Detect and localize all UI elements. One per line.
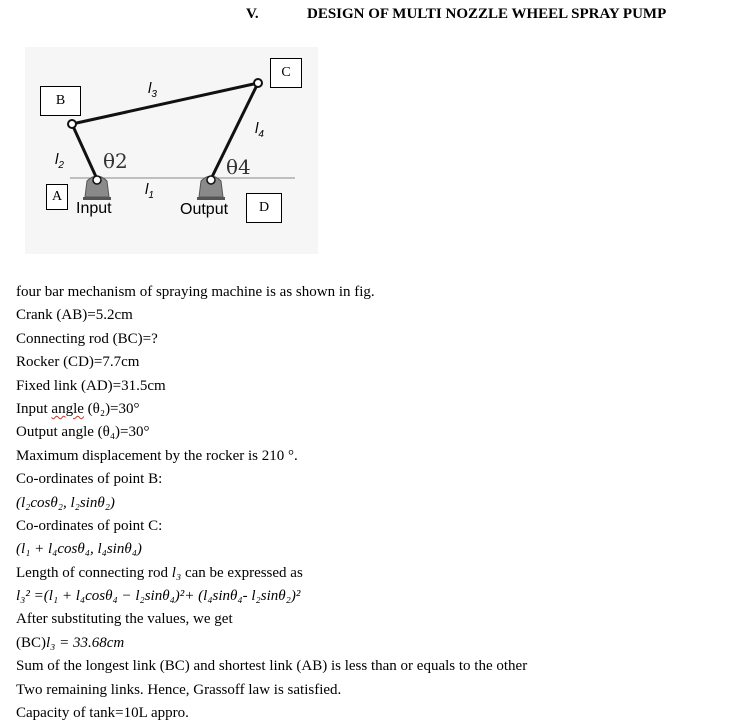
connecting-rod-length-expression: Length of connecting rod l₃ can be expressed as bbox=[16, 564, 303, 581]
output-angle: Output angle (θ₄)=30° bbox=[16, 424, 150, 441]
coord-b-expression: (l₂cosθ₂, l₂sinθ₂) bbox=[16, 494, 115, 511]
coord-b-label: Co-ordinates of point B: bbox=[16, 471, 163, 488]
connecting-rod-length: Connecting rod (BC)=? bbox=[16, 330, 158, 347]
coord-c-expression: (l₁ + l₄cosθ₄, l₄sinθ₄) bbox=[16, 541, 142, 558]
theta2-label: θ2 bbox=[103, 149, 128, 173]
fixed-link-length: Fixed link (AD)=31.5cm bbox=[16, 377, 166, 394]
coord-c-label: Co-ordinates of point C: bbox=[16, 517, 163, 534]
pivot-a bbox=[83, 176, 111, 200]
pivot-d bbox=[197, 176, 225, 200]
l4-label: $l_4$ bbox=[255, 120, 264, 140]
point-b-label: B bbox=[40, 86, 81, 116]
intro-text: four bar mechanism of spraying machine is as shown in fig. bbox=[16, 284, 375, 300]
rocker-length: Rocker (CD)=7.7cm bbox=[16, 354, 140, 371]
tank-capacity: Capacity of tank=10L appro. bbox=[16, 705, 189, 722]
length-formula: l₃² =(l₁ + l₄cosθ₄ − l₂sinθ₄)²+ (l₄sinθ₄- l₂sinθ₂)² bbox=[16, 588, 301, 605]
joint-b bbox=[68, 120, 76, 128]
point-c-label: C bbox=[270, 58, 302, 88]
l2-label: $l_2$ bbox=[55, 151, 64, 171]
design-text bbox=[16, 281, 736, 725]
output-label: Output bbox=[180, 201, 229, 218]
point-d-label: D bbox=[246, 193, 282, 223]
crank-length: Crank (AB)=5.2cm bbox=[16, 307, 133, 324]
link-l2 bbox=[72, 124, 97, 179]
joint-c bbox=[254, 79, 262, 87]
l3-label: $l_3$ bbox=[148, 80, 157, 100]
grashof-line-1: Sum of the longest link (BC) and shortest link (AB) is less than or equals to the other bbox=[16, 658, 528, 675]
section-title: DESIGN OF MULTI NOZZLE WHEEL SPRAY PUMP bbox=[307, 6, 667, 22]
max-displacement: Maximum displacement by the rocker is 210 °. bbox=[16, 447, 298, 464]
link-l3 bbox=[72, 83, 258, 124]
input-label: Input bbox=[76, 200, 112, 217]
grashof-line-2: Two remaining links. Hence, Grassoff law is satisfied. bbox=[16, 681, 342, 698]
section-heading bbox=[0, 6, 745, 26]
spellcheck-word: angle bbox=[51, 400, 84, 417]
point-a-label: A bbox=[46, 184, 68, 210]
input-angle: Input angle (θ₂)=30° bbox=[16, 400, 140, 417]
l1-label: $l_1$ bbox=[145, 181, 154, 201]
section-number: V. bbox=[246, 6, 259, 22]
substitution-text: After substituting the values, we get bbox=[16, 611, 233, 628]
result-line: (BC)l₃ = 33.68cm bbox=[16, 634, 125, 651]
theta4-label: θ4 bbox=[226, 155, 251, 179]
